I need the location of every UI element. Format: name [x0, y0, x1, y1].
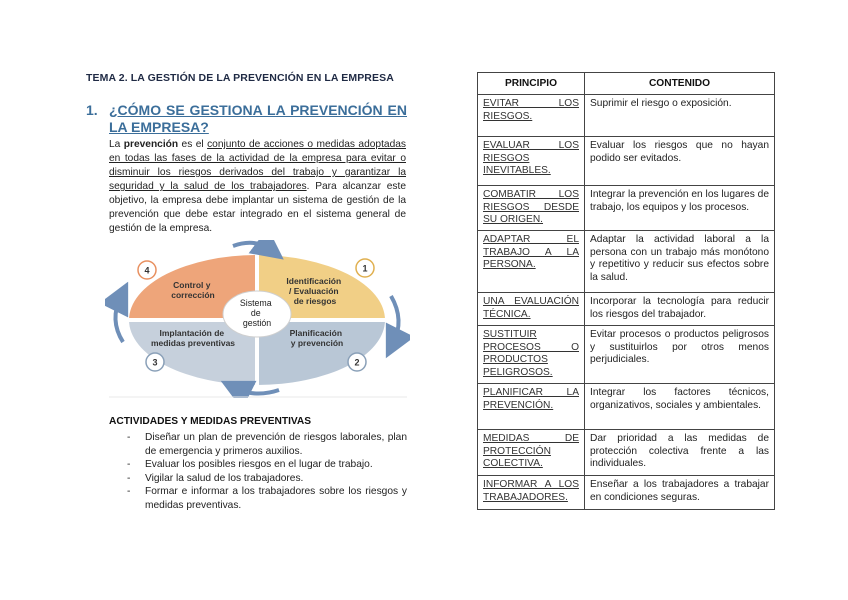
document-heading: TEMA 2. LA GESTIÓN DE LA PREVENCIÓN EN LA EMPRESA: [86, 72, 394, 84]
svg-text:Identificación / Evaluació: [286, 276, 343, 306]
svg-text:Implantación de medidas pr: [151, 328, 235, 348]
quadrant-3-label-2: medidas preventivas: [150, 338, 236, 348]
center-label-2: de: [250, 308, 261, 318]
quadrant-1-label-1: Identificación: [286, 276, 342, 286]
quadrant-2-label-1: Planificación: [289, 328, 343, 338]
activity-item: - Diseñar un plan de prevención de riesgos laborales, plan de emergencia y primeros auxilios.: [127, 432, 407, 457]
contenido-cell: Evitar procesos o productos peligrosos y sustituirlos por otros menos perjudiciales.: [585, 326, 775, 384]
contenido-cell: Incorporar la tecnología para reducir los riesgos del trabajador.: [585, 293, 775, 326]
table-row: [478, 326, 775, 384]
quadrant-4-label-1: Control y: [173, 280, 211, 290]
cycle-arrow-right: [391, 296, 399, 344]
principio-cell: PLANIFICAR LA PREVENCIÓN.: [478, 384, 585, 430]
principio-cell: UNA EVALUACIÓN TÉCNICA.: [478, 293, 585, 326]
principio-cell: MEDIDAS DE PROTECCIÓN COLECTIVA.: [478, 430, 585, 476]
table-row: [478, 95, 775, 137]
principio-cell: EVALUAR LOS RIESGOS INEVITABLES.: [478, 137, 585, 186]
svg-text:4: 4: [144, 265, 150, 276]
step-4-badge: [138, 261, 156, 279]
activity-item: - Evaluar los posibles riesgos en el lugar de trabajo.: [127, 459, 373, 471]
table-row: [478, 476, 775, 510]
step-2-badge: [348, 353, 366, 371]
principio-cell: SUSTITUIR PROCESOS O PRODUCTOS PELIGROSOS.: [478, 326, 585, 384]
step-3-badge: [146, 353, 164, 371]
quadrant-3-label-1: Implantación de: [159, 328, 225, 338]
contenido-cell: Enseñar a los trabajadores a trabajar en condiciones seguras.: [585, 476, 775, 510]
prevencion-definition: conjunto de acciones o medidas adoptadas en todas las fases de la actividad de la empresa para evitar o disminuir los riesgos derivados del trabajo y garantizar la seguridad y la salud de los trabajadores: [109, 139, 406, 192]
svg-text:2: 2: [354, 357, 360, 368]
principio-cell: COMBATIR LOS RIESGOS DESDE SU ORIGEN.: [478, 186, 585, 231]
table-row: [478, 231, 775, 293]
contenido-cell: Integrar la prevención en los lugares de trabajo, los equipos y los procesos.: [585, 186, 775, 231]
svg-text:3: 3: [152, 357, 158, 368]
activity-item: - Vigilar la salud de los trabajadores.: [127, 472, 304, 484]
table-row: [478, 430, 775, 476]
quadrant-2-label-2: y prevención: [290, 338, 344, 348]
quadrant-1-label-3: de riesgos: [293, 296, 337, 306]
contenido-cell: Suprimir el riesgo o exposición.: [585, 95, 775, 137]
intro-paragraph: La prevención es el conjunto de acciones o medidas adoptadas en todas las fases de la actividad de la empresa para evitar o disminuir los riesgos derivados del trabajo y garantizar la seguridad y la salud de los trabajadores. Para alcanzar este objetivo, la empresa debe implantar un sistema de gestión de la prevención que debe estar integrado en el sistema general de gestión de la empresa.: [109, 139, 406, 234]
cycle-arrow-top: [233, 243, 271, 250]
principio-cell: ADAPTAR EL TRABAJO A LA PERSONA.: [478, 231, 585, 293]
quadrant-4-label-2: corrección: [171, 290, 215, 300]
section-title: ¿CÓMO SE GESTIONA LA PREVENCIÓN EN LA EMPRESA?: [109, 102, 407, 135]
header-principio: PRINCIPIO: [478, 73, 585, 95]
table-row: [478, 137, 775, 186]
table-row: [478, 293, 775, 326]
principles-table: [477, 72, 775, 510]
principio-cell: EVITAR LOS RIESGOS.: [478, 95, 585, 137]
activity-item: - Formar e informar a los trabajadores sobre los riesgos y medidas preventivas.: [127, 486, 407, 511]
management-cycle-diagram: [105, 240, 410, 398]
svg-text:Control y corrección: [171, 280, 214, 300]
table-row: [478, 186, 775, 231]
activities-title: ACTIVIDADES Y MEDIDAS PREVENTIVAS: [109, 416, 312, 427]
center-label-3: gestión: [242, 318, 272, 328]
svg-text:Planificación y prevención: [290, 328, 345, 348]
activities-list: [109, 431, 407, 513]
contenido-cell: Dar prioridad a las medidas de protección colectiva frente a las individuales.: [585, 430, 775, 476]
contenido-cell: Evaluar los riesgos que no hayan podido ser evitados.: [585, 137, 775, 186]
svg-text:1: 1: [362, 263, 368, 274]
cycle-arrow-bottom: [235, 388, 279, 394]
header-contenido: CONTENIDO: [585, 73, 775, 95]
prevencion-term: prevención: [123, 139, 179, 150]
section-number: 1.: [86, 102, 98, 118]
table-row: [478, 384, 775, 430]
contenido-cell: Integrar los factores técnicos, organizativos, sociales y ambientales.: [585, 384, 775, 430]
cycle-arrow-left: [115, 296, 123, 342]
contenido-cell: Adaptar la actividad laboral a la persona con un trabajo más monótono y repetitivo y reducir sus efectos sobre la salud.: [585, 231, 775, 293]
quadrant-1-label-2: / Evaluación: [289, 286, 339, 296]
principio-cell: INFORMAR A LOS TRABAJADORES.: [478, 476, 585, 510]
center-label-1: Sistema: [239, 298, 272, 308]
step-1-badge: [356, 259, 374, 277]
table-header-row: [478, 73, 775, 95]
